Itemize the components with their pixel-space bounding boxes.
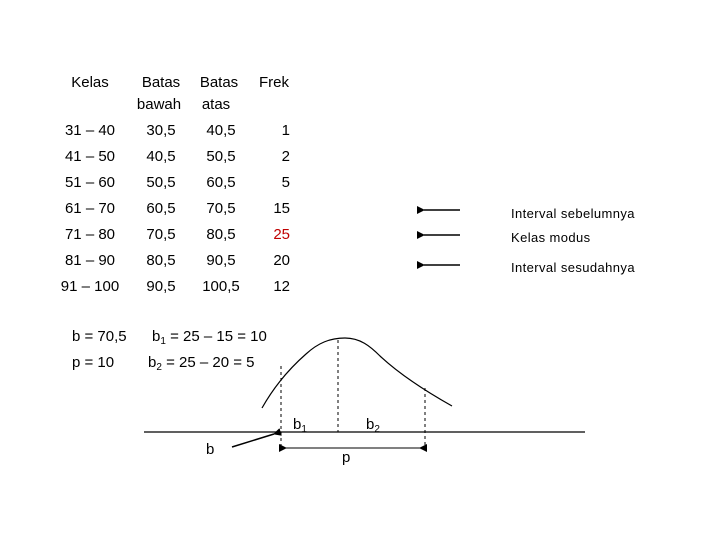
formula-b1-expression: = 25 – 15 = 10 xyxy=(165,328,267,345)
header-batas-bawah-line2: bawah xyxy=(136,96,182,113)
cell-frek: 2 xyxy=(281,148,290,165)
cell-batas-atas: 40,5 xyxy=(206,122,236,139)
diagram-b1-symbol: b xyxy=(293,416,302,433)
header-kelas: Kelas xyxy=(71,74,109,91)
formula-p: p = 10 xyxy=(72,354,115,371)
cell-frek: 20 xyxy=(273,252,290,269)
diagram-b2-subscript: 2 xyxy=(374,424,380,435)
cell-frek: 12 xyxy=(273,278,290,295)
cell-frek-modus: 25 xyxy=(273,226,290,243)
cell-batas-bawah: 30,5 xyxy=(146,122,176,139)
diagram-label-b1 xyxy=(293,416,307,434)
header-batas-atas-line1: Batas xyxy=(199,74,239,91)
formula-b1-subscript: 1 xyxy=(160,336,166,347)
note-kelas-modus: Kelas modus xyxy=(511,230,591,245)
diagram-label-b2 xyxy=(366,416,380,434)
cell-kelas: 61 – 70 xyxy=(64,200,116,217)
header-batas-bawah-line1: Batas xyxy=(141,74,181,91)
diagram-b1-subscript: 1 xyxy=(301,424,307,435)
cell-batas-bawah: 80,5 xyxy=(146,252,176,269)
header-batas-atas-line2: atas xyxy=(201,96,231,113)
diagram-b2-symbol: b xyxy=(366,416,375,433)
formula-b: b = 70,5 xyxy=(72,328,127,345)
frequency-curve xyxy=(262,338,452,408)
formula-b2-symbol: b xyxy=(148,354,157,371)
formula-b1-symbol: b xyxy=(152,328,161,345)
cell-frek: 1 xyxy=(281,122,290,139)
formula-b2-subscript: 2 xyxy=(156,362,162,373)
cell-kelas: 31 – 40 xyxy=(64,122,116,139)
cell-frek: 15 xyxy=(273,200,290,217)
cell-batas-atas: 80,5 xyxy=(206,226,236,243)
formula-b2-expression: = 25 – 20 = 5 xyxy=(161,354,255,371)
cell-batas-bawah: 60,5 xyxy=(146,200,176,217)
cell-kelas: 81 – 90 xyxy=(64,252,116,269)
diagram-label-b: b xyxy=(206,441,215,458)
cell-batas-atas: 90,5 xyxy=(206,252,236,269)
diagram-label-p: p xyxy=(342,449,351,466)
cell-kelas: 41 – 50 xyxy=(64,148,116,165)
header-frek: Frek xyxy=(259,74,289,91)
cell-batas-bawah: 70,5 xyxy=(146,226,176,243)
arrow-to-b xyxy=(232,434,274,447)
cell-batas-atas: 50,5 xyxy=(206,148,236,165)
formula-b2 xyxy=(148,354,254,372)
cell-batas-bawah: 50,5 xyxy=(146,174,176,191)
cell-batas-atas: 60,5 xyxy=(206,174,236,191)
note-interval-sebelumnya: Interval sebelumnya xyxy=(511,206,635,221)
cell-kelas: 91 – 100 xyxy=(60,278,120,295)
cell-frek: 5 xyxy=(281,174,290,191)
cell-kelas: 71 – 80 xyxy=(64,226,116,243)
note-interval-sesudahnya: Interval sesudahnya xyxy=(511,260,635,275)
cell-batas-atas: 70,5 xyxy=(206,200,236,217)
formula-b1 xyxy=(152,328,267,346)
cell-batas-bawah: 40,5 xyxy=(146,148,176,165)
cell-batas-bawah: 90,5 xyxy=(146,278,176,295)
cell-batas-atas: 100,5 xyxy=(202,278,240,295)
cell-kelas: 51 – 60 xyxy=(64,174,116,191)
